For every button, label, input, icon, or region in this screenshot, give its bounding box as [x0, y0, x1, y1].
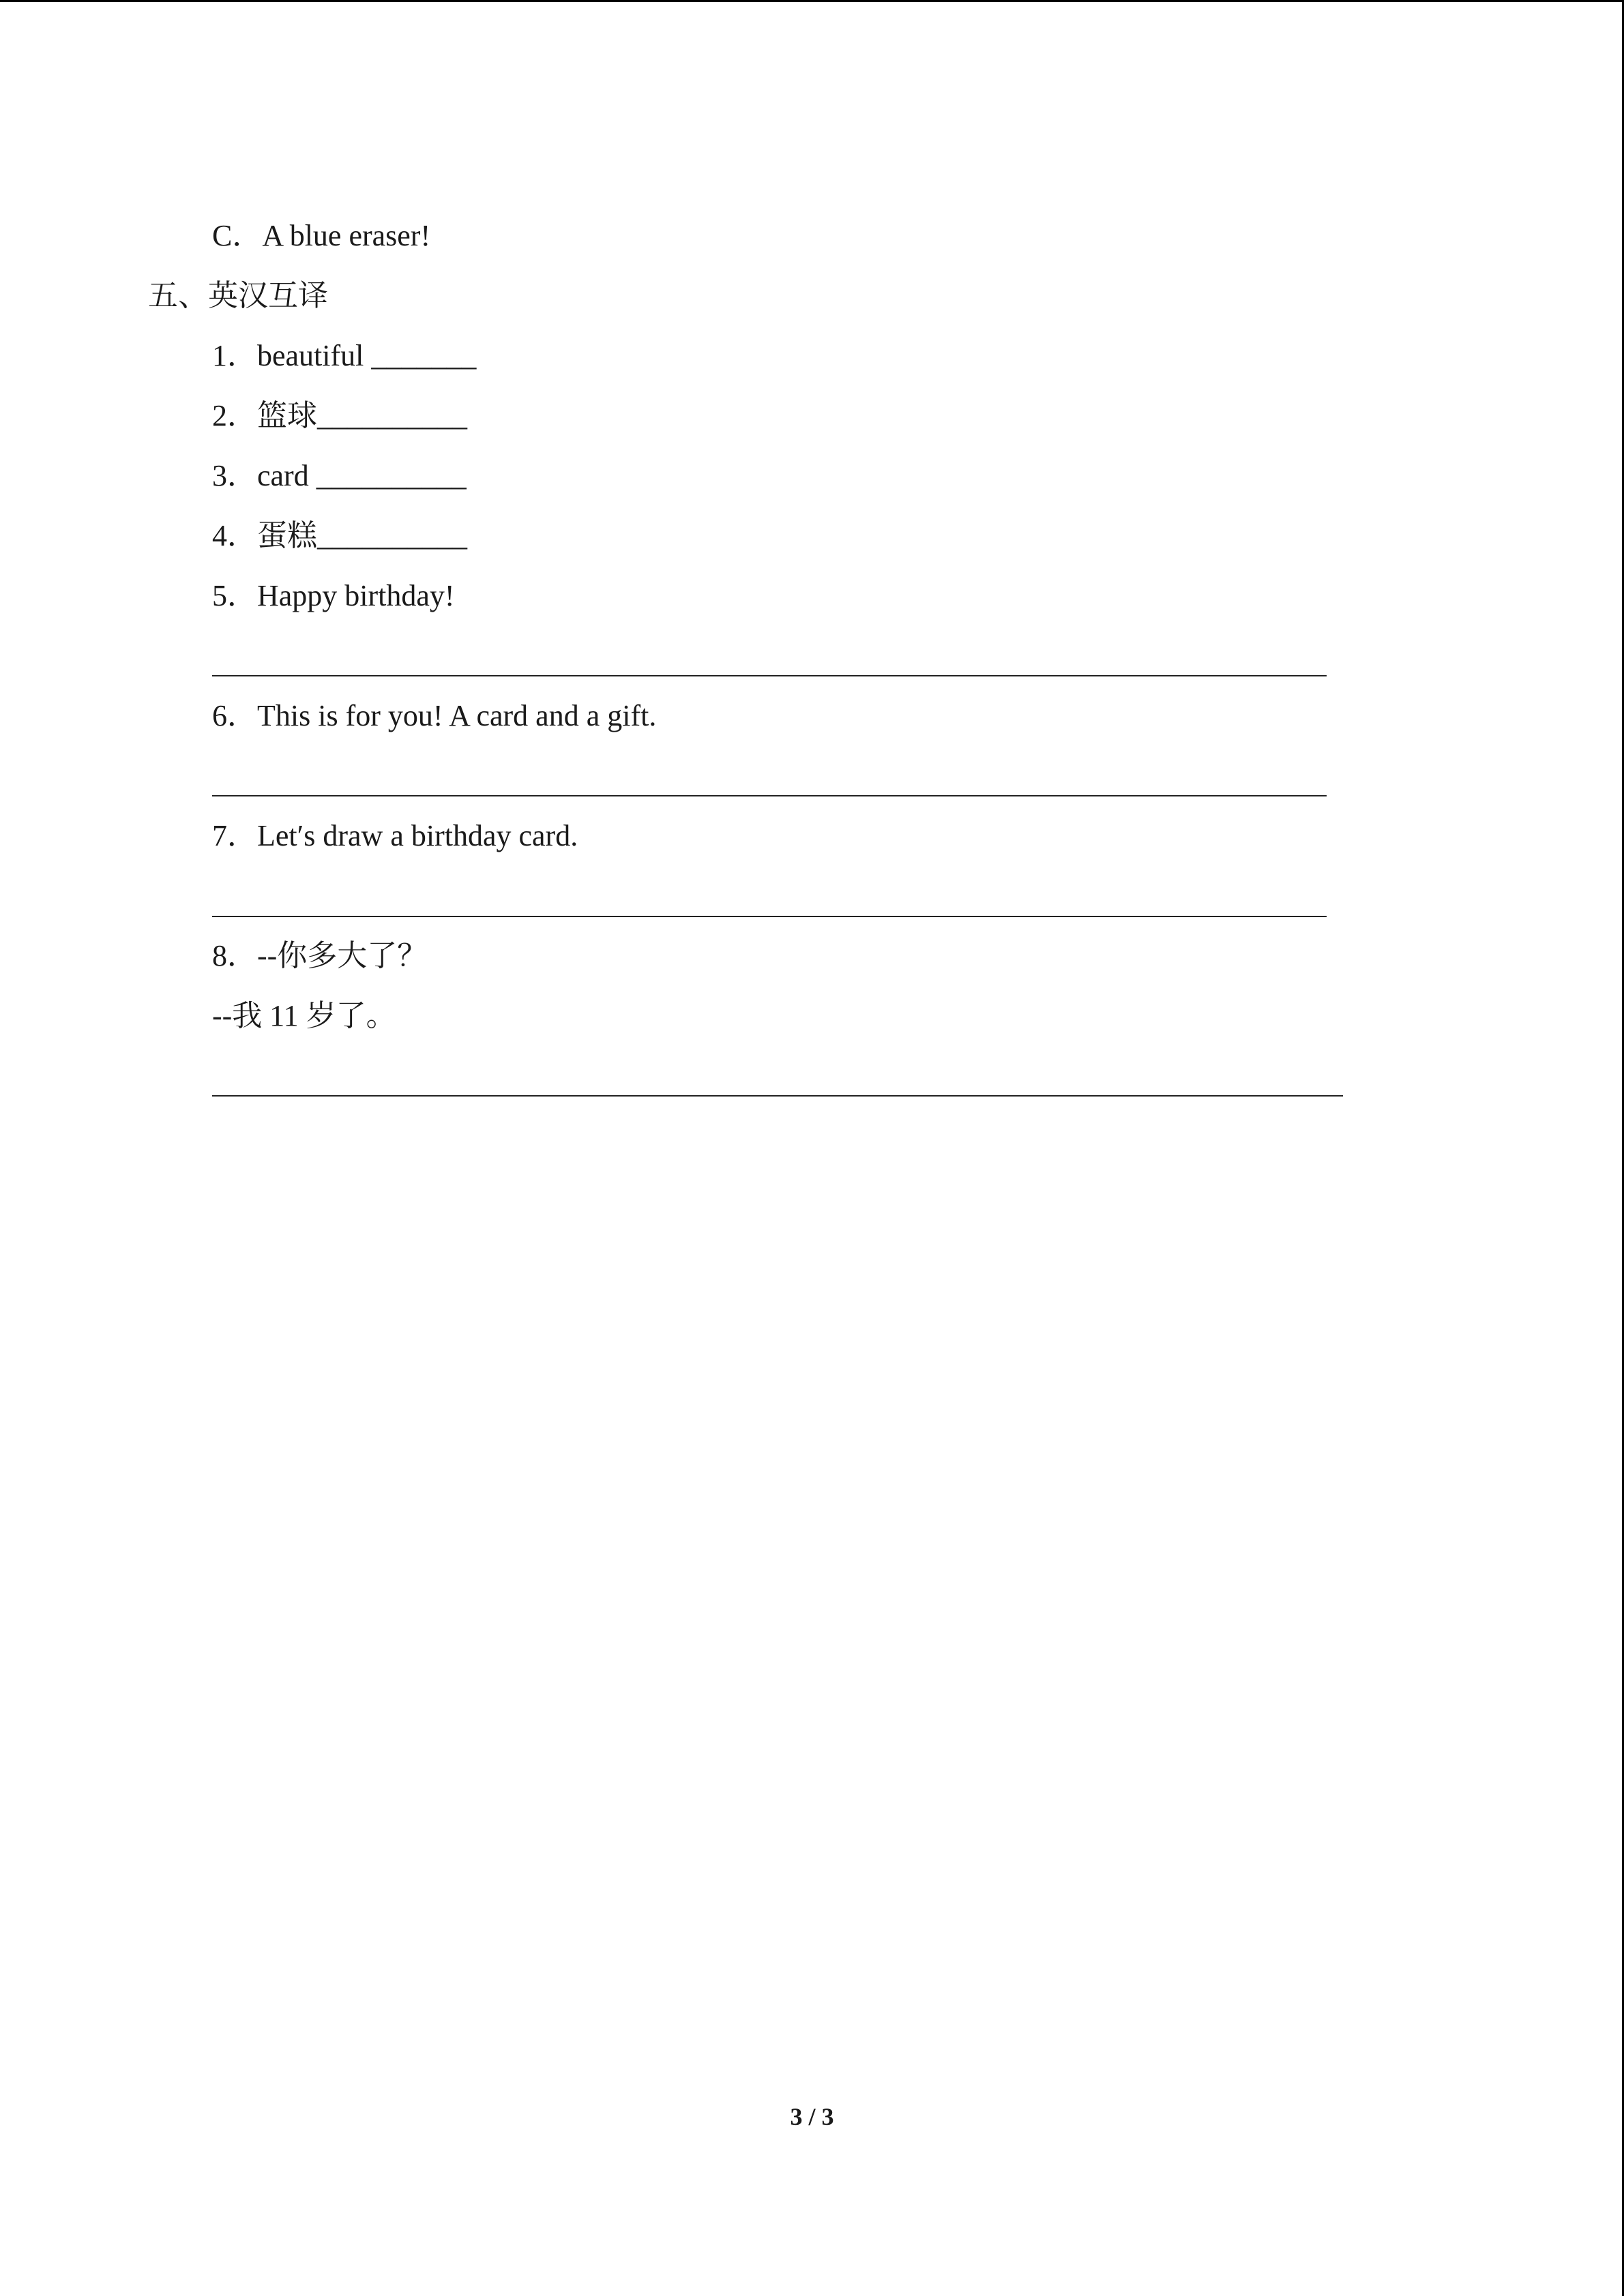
answer-line-6[interactable] [212, 795, 1327, 796]
item-8-question: 8．--你多大了？ [212, 939, 428, 972]
page-top-border [0, 0, 1624, 2]
option-c: C．A blue eraser! [212, 219, 431, 252]
item-3: 3．card __________ [212, 459, 467, 492]
item-5: 5．Happy birthday! [212, 579, 455, 612]
item-4: 4．蛋糕__________ [212, 519, 467, 552]
item-8-answer: --我 11 岁了。 [212, 999, 396, 1032]
item-2: 2．篮球__________ [212, 399, 467, 432]
answer-line-7[interactable] [212, 916, 1327, 917]
answer-line-5[interactable] [212, 675, 1327, 676]
page-number: 3 / 3 [790, 2103, 834, 2130]
answer-line-8[interactable] [212, 1095, 1343, 1097]
item-6: 6．This is for you! A card and a gift. [212, 699, 657, 732]
section-heading: 五、英汉互译 [148, 279, 328, 312]
item-1: 1．beautiful _______ [212, 339, 477, 372]
item-7: 7．Let′s draw a birthday card. [212, 819, 578, 852]
